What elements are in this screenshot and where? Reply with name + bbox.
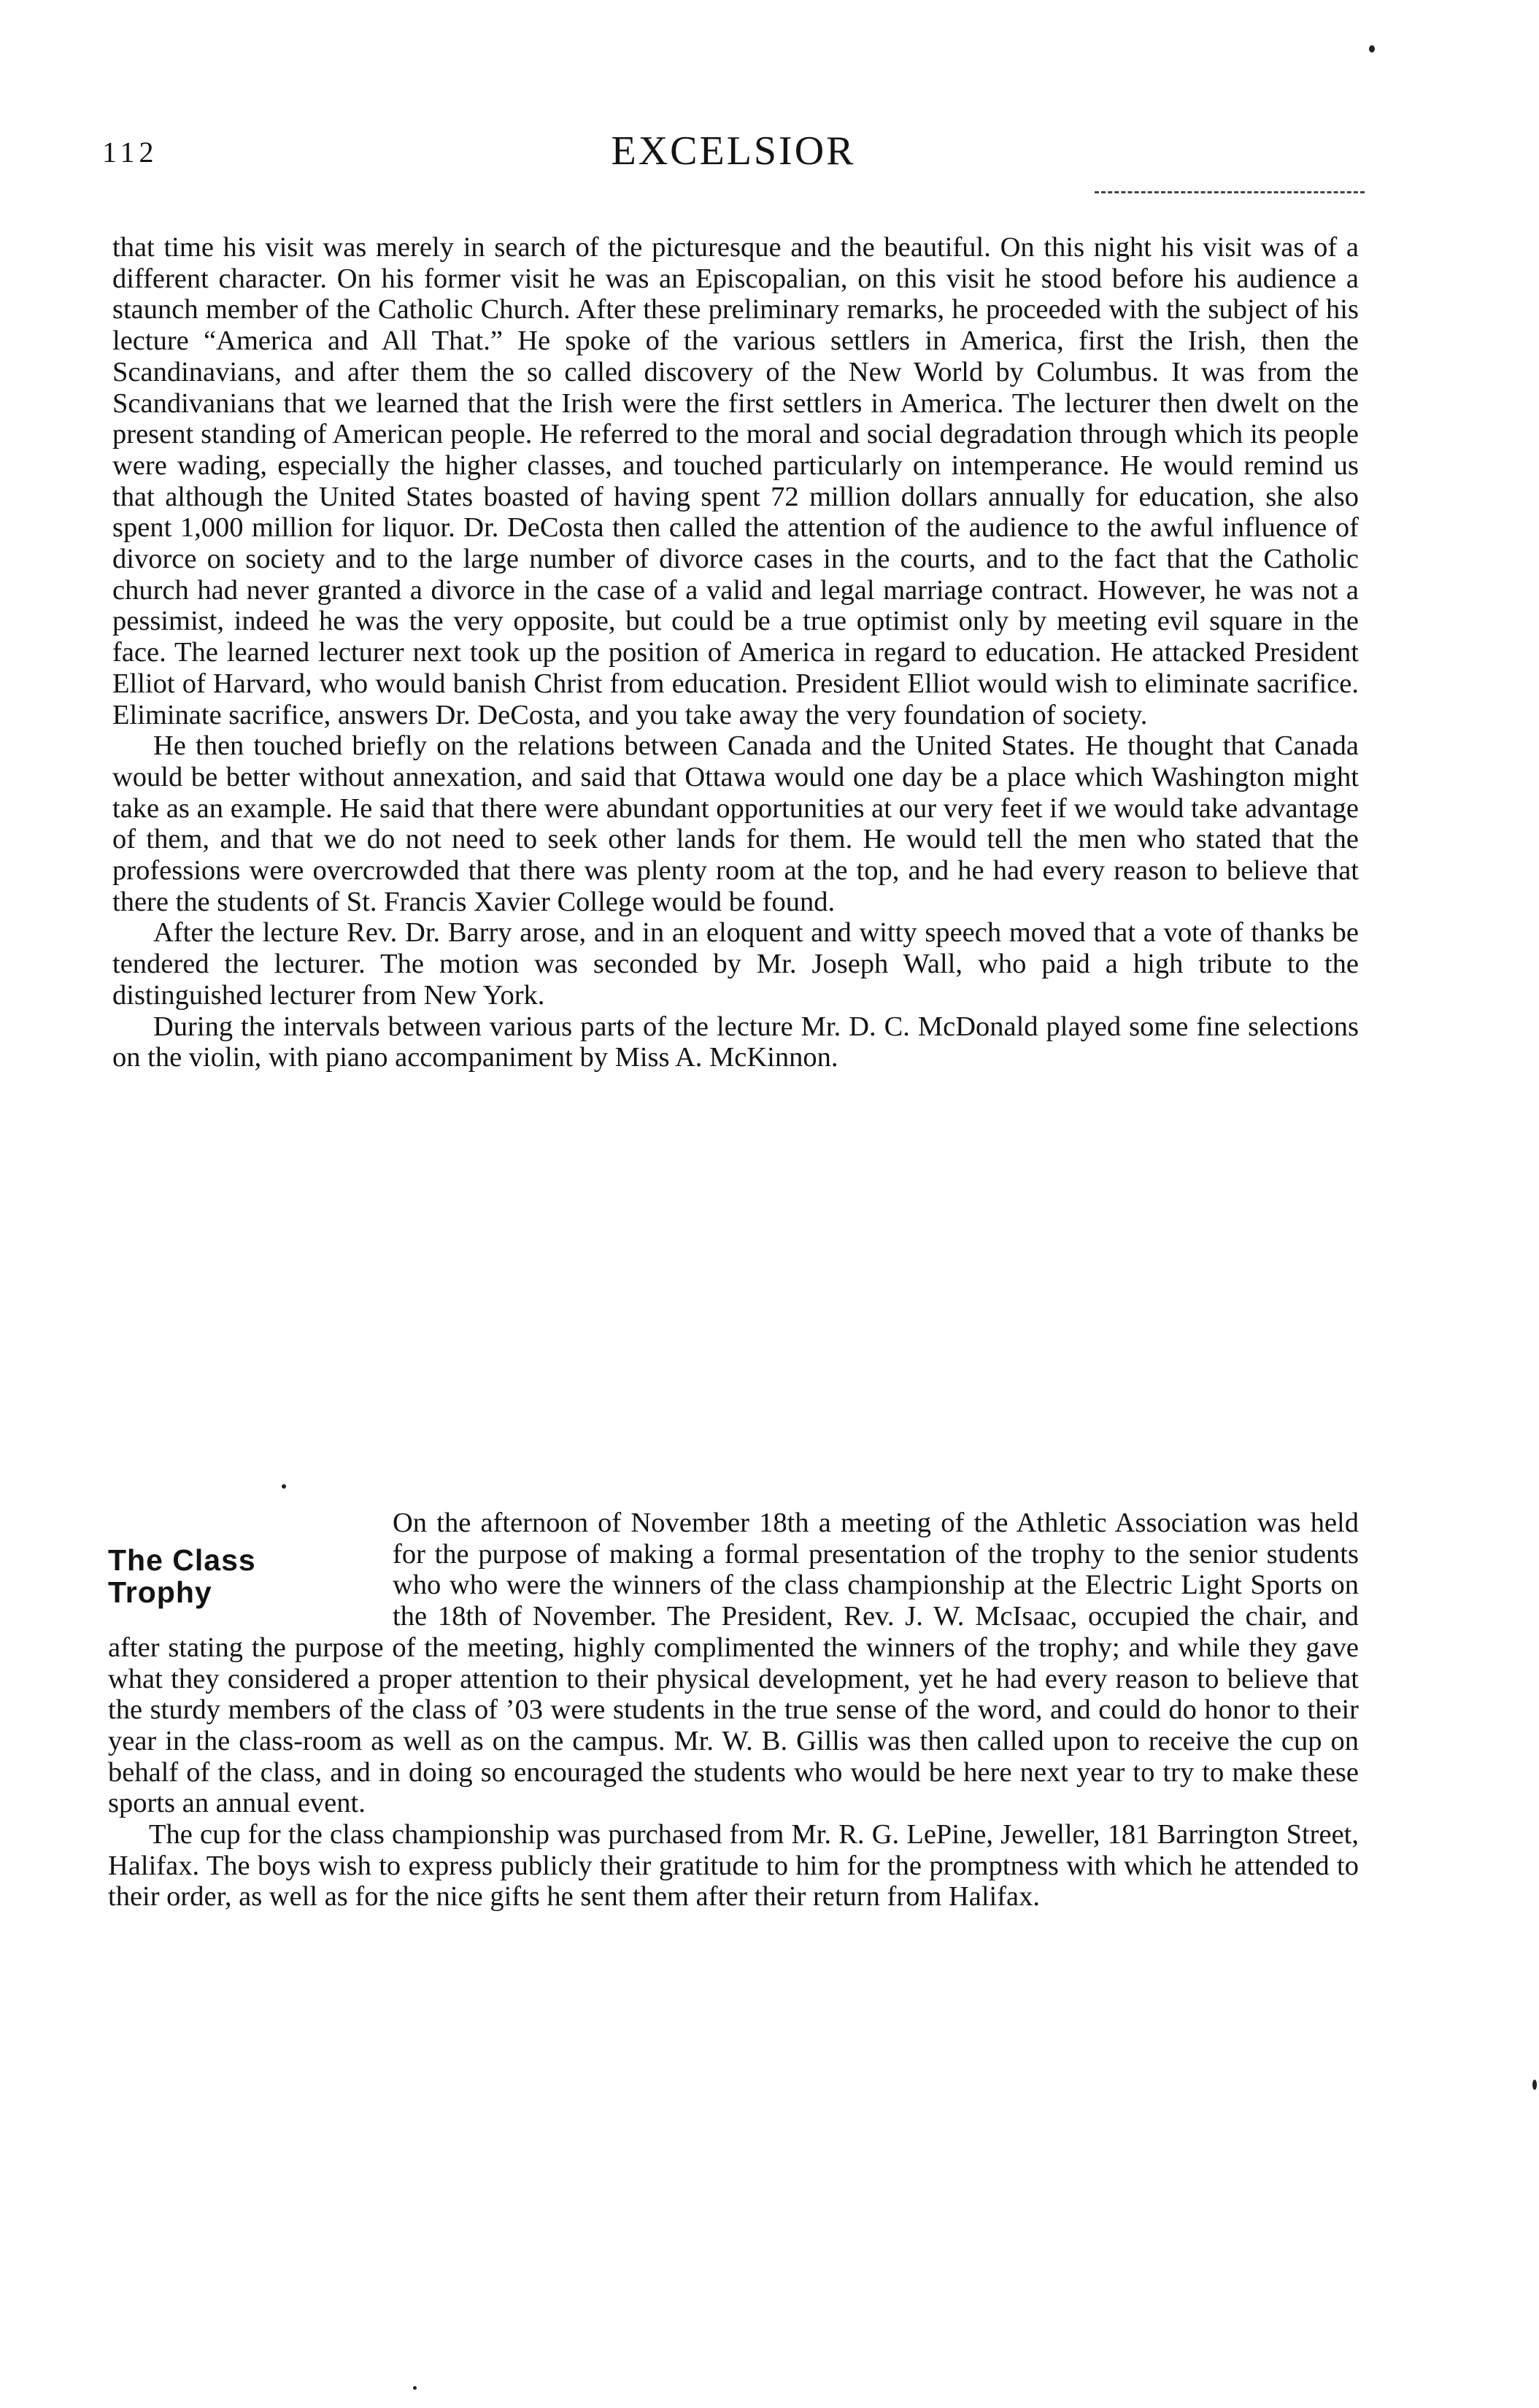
ink-speck	[282, 1484, 286, 1489]
ink-speck	[1532, 2080, 1537, 2090]
ink-speck	[413, 2386, 417, 2390]
header-rule	[1095, 191, 1365, 193]
ink-speck	[1369, 45, 1375, 53]
paragraph: During the intervals between various parts of the lecture Mr. D. C. McDonald played some fine selections on the violin, with piano accompaniment by Miss A. McKinnon.	[112, 1011, 1359, 1073]
paragraph: He then touched briefly on the relations between Canada and the United States. He thought that Canada would be better without annexation, and said that Ottawa would one day be a place which Washington might take as an example. He said that there were abundant opportunities at our very feet if we would take advantage of them, and that we do not need to seek other lands for them. He would tell the men who stated that the professions were overcrowded that there was plenty room at the top, and he had every reason to believe that there the students of St. Francis Xavier College would be found.	[112, 730, 1359, 917]
paragraph: After the lecture Rev. Dr. Barry arose, and in an eloquent and witty speech moved that a vote of thanks be tendered the lecturer. The motion was seconded by Mr. Joseph Wall, who paid a high tribute to the distinguished lecturer from New York.	[112, 917, 1359, 1011]
sidehead-line: Trophy	[108, 1575, 212, 1609]
page-number: 112	[102, 136, 158, 169]
page-header	[102, 128, 1365, 179]
sidehead-line: The Class	[108, 1543, 256, 1577]
lecture-report	[112, 232, 1359, 1073]
paragraph: The cup for the class championship was purchased from Mr. R. G. LePine, Jeweller, 181 Barrington Street, Halifax. The boys wish to express publicly their gratitude to him for the promptness with which he attended to their order, as well as for the nice gifts he sent them after their return from Halifax.	[108, 1819, 1359, 1913]
running-title: EXCELSIOR	[611, 128, 856, 174]
class-trophy-article	[108, 1508, 1359, 1913]
sidehead-space	[108, 1508, 393, 1632]
paragraph: On the afternoon of November 18th a meeting of the Athletic Association was held for the purpose of making a formal presentation of the trophy to the senior students who who were the winners of the class championship at the Electric Light Sports on the 18th of November. The President, Rev. J. W. McIsaac, occupied the chair, and after stating the purpose of the meeting, highly complimented the winners of the trophy; and while they gave what they considered a proper attention to their physical development, yet he had every reason to believe that the sturdy members of the class of ’03 were students in the true sense of the word, and could do honor to their year in the class-room as well as on the campus. Mr. W. B. Gillis was then called upon to receive the cup on behalf of the class, and in doing so encouraged the students who would be here next year to try to make these sports an annual event.	[108, 1508, 1359, 1819]
paragraph: that time his visit was merely in search of the picturesque and the beautiful. On this night his visit was of a different character. On his former visit he was an Episcopalian, on this visit he stood before his audience a staunch member of the Catholic Church. After these preliminary remarks, he proceeded with the subject of his lecture “America and All That.” He spoke of the various settlers in America, first the Irish, then the Scandinavians, and after them the so called discovery of the New World by Columbus. It was from the Scandivanians that we learned that the Irish were the first settlers in America. The lecturer then dwelt on the present standing of American people. He referred to the moral and social degradation through which its people were wading, especially the higher classes, and touched particularly on intemperance. He would remind us that although the United States boasted of having spent 72 million dollars annually for education, she also spent 1,000 million for liquor. Dr. DeCosta then called the attention of the audience to the awful influence of divorce on society and to the large number of divorce cases in the courts, and to the fact that the Catholic church had never granted a divorce in the case of a valid and legal marriage contract. However, he was not a pessimist, indeed he was the very opposite, but could be a true optimist only by meeting evil square in the face. The learned lecturer next took up the position of America in regard to education. He attacked President Elliot of Harvard, who would banish Christ from education. President Elliot would wish to eliminate sacrifice. Eliminate sacrifice, answers Dr. DeCosta, and you take away the very foundation of society.	[112, 232, 1359, 730]
